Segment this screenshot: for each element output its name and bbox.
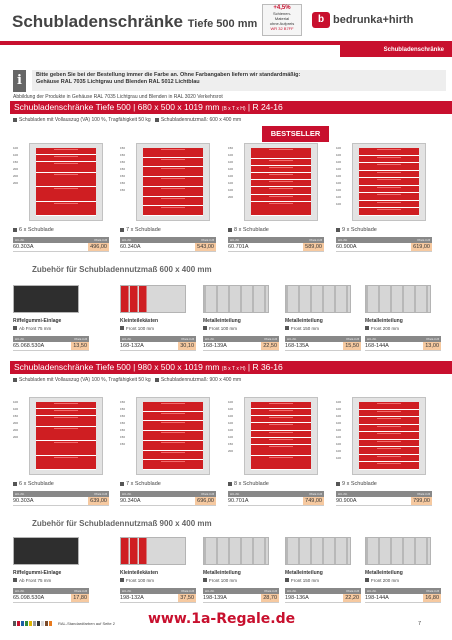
price: 749,00 bbox=[305, 498, 322, 504]
drawer-height-label: 150 bbox=[120, 181, 126, 185]
article-number: 90.701A bbox=[228, 498, 249, 504]
drawer bbox=[251, 445, 311, 456]
drawer bbox=[359, 148, 419, 156]
ral-swatches bbox=[13, 621, 52, 626]
drawer bbox=[251, 148, 311, 159]
drawer-height-label: 100 bbox=[13, 146, 19, 150]
price-table: Art.-Nr. Preis in € 198-139A 28,70 bbox=[203, 589, 277, 601]
accessory-subtitle: Front 150 mm bbox=[285, 578, 319, 583]
drawer-height-label: 100 bbox=[228, 400, 234, 404]
price-table: Art.-Nr. Preis in € 198-132A 37,50 bbox=[120, 589, 194, 601]
drawer-height-label: 100 bbox=[336, 146, 342, 150]
article-number: 198-132A bbox=[120, 595, 144, 601]
price-table: Art.-Nr. Preis in € 65.098.530A 17,80 bbox=[13, 589, 87, 601]
drawer-height-label: 100 bbox=[13, 153, 19, 157]
accessory-title: Kleinteilekästen bbox=[120, 318, 159, 324]
price-table: Art.-Nr. Preis in € 90.303A 639,00 bbox=[13, 492, 107, 504]
drawer bbox=[359, 186, 419, 194]
drawer bbox=[36, 416, 96, 427]
price-table: Art.-Nr. Preis in € 60.303A 496,00 bbox=[13, 238, 107, 250]
drawer bbox=[143, 412, 203, 422]
drawer bbox=[251, 416, 311, 423]
drawer-height-label: 100 bbox=[336, 188, 342, 192]
accessory-title: Metalleinteilung bbox=[203, 318, 241, 324]
drawer-height-label: 150 bbox=[120, 435, 126, 439]
cabinet-label: 8 x Schublade bbox=[228, 227, 269, 233]
drawer bbox=[359, 425, 419, 433]
article-number: 90.303A bbox=[13, 498, 34, 504]
drawer bbox=[359, 440, 419, 448]
drawer bbox=[359, 156, 419, 164]
cabinet-image bbox=[136, 143, 210, 221]
drawer-height-label: 100 bbox=[336, 428, 342, 432]
drawer-height-label: 200 bbox=[13, 435, 19, 439]
price: 639,00 bbox=[90, 498, 107, 504]
price: 30,10 bbox=[180, 343, 194, 349]
drawer bbox=[143, 167, 203, 177]
accessory-title: Metalleinteilung bbox=[285, 318, 323, 324]
accessory-subtitle: Front 150 mm bbox=[285, 326, 319, 331]
cabinet-image bbox=[352, 397, 426, 475]
article-number: 198-139A bbox=[203, 595, 227, 601]
price: 15,50 bbox=[345, 343, 359, 349]
ral-swatch bbox=[37, 621, 40, 626]
drawer bbox=[36, 155, 96, 162]
ral-swatch bbox=[45, 621, 48, 626]
price-table: Art.-Nr. Preis in € 198-144A 16,80 bbox=[365, 589, 439, 601]
drawer-height-label: 200 bbox=[13, 428, 19, 432]
drawer-height-label: 150 bbox=[120, 442, 126, 446]
drawer bbox=[143, 431, 203, 441]
price: 22,20 bbox=[345, 595, 359, 601]
brand-mark-icon: b bbox=[312, 12, 330, 28]
drawer bbox=[359, 417, 419, 425]
accessory-1-title: Zubehör für Schubladennutzmaß 600 x 400 mm bbox=[32, 265, 212, 274]
drawer-height-label: 100 bbox=[228, 181, 234, 185]
drawer-height-label: 100 bbox=[336, 435, 342, 439]
drawer bbox=[36, 409, 96, 416]
accessory-image bbox=[365, 285, 431, 313]
drawer-height-label: 100 bbox=[336, 400, 342, 404]
drawer-height-label: 150 bbox=[120, 414, 126, 418]
cabinet-label: 6 x Schublade bbox=[13, 481, 54, 487]
drawer-height-label: 100 bbox=[336, 167, 342, 171]
article-number: 168-139A bbox=[203, 343, 227, 349]
price-table: Art.-Nr. Preis in € 65.068.530A 13,50 bbox=[13, 337, 87, 349]
drawer-height-label: 150 bbox=[120, 428, 126, 432]
drawer-height-label: 100 bbox=[228, 407, 234, 411]
cabinet-label: 7 x Schublade bbox=[120, 481, 161, 487]
drawer-height-label: 150 bbox=[13, 160, 19, 164]
article-number: 198-144A bbox=[365, 595, 389, 601]
drawer-height-label: 200 bbox=[13, 174, 19, 178]
drawer-height-label: 100 bbox=[336, 160, 342, 164]
drawer-height-label: 100 bbox=[336, 153, 342, 157]
drawer-height-label: 200 bbox=[228, 195, 234, 199]
article-number: 198-136A bbox=[285, 595, 309, 601]
drawer bbox=[251, 180, 311, 187]
accessory-image bbox=[365, 537, 431, 565]
drawer-height-label: 100 bbox=[228, 435, 234, 439]
drawer-height-label: 100 bbox=[228, 421, 234, 425]
accessory-subtitle: Ab Front 75 mm bbox=[13, 326, 51, 331]
price: 13,50 bbox=[73, 343, 87, 349]
drawer bbox=[143, 451, 203, 461]
drawer-height-label: 200 bbox=[13, 421, 19, 425]
price-table: Art.-Nr. Preis in € 90.900A 799,00 bbox=[336, 492, 430, 504]
drawer-height-label: 150 bbox=[228, 442, 234, 446]
accessory-title: Metalleinteilung bbox=[365, 570, 403, 576]
cabinet-image bbox=[244, 397, 318, 475]
drawer-height-label: 100 bbox=[228, 428, 234, 432]
price: 619,00 bbox=[413, 244, 430, 250]
drawer bbox=[359, 402, 419, 410]
drawer bbox=[143, 158, 203, 168]
accessory-image bbox=[285, 285, 351, 313]
section-1-title: Schubladenschränke Tiefe 500 | 680 x 500 x 1019 mm (B x T x H) | R 24-16 bbox=[10, 101, 452, 114]
accessory-subtitle: Front 100 mm bbox=[120, 578, 154, 583]
cabinet-image bbox=[29, 143, 103, 221]
drawer-height-label: 100 bbox=[336, 407, 342, 411]
footer-url[interactable]: www.1a-Regale.de bbox=[148, 611, 296, 627]
drawer bbox=[143, 460, 203, 470]
drawer bbox=[251, 159, 311, 166]
cabinet-label: 9 x Schublade bbox=[336, 227, 377, 233]
category-tab: Schubladenschränke bbox=[340, 44, 452, 57]
drawer bbox=[143, 148, 203, 158]
section-1-bullets: Schubladen mit Vollauszug (VA) 100 %, Tragfähigkeit 50 kg Schubladennutzmaß: 600 x 400 mm bbox=[13, 117, 241, 123]
article-number: 60.340A bbox=[120, 244, 141, 250]
drawer-height-label: 150 bbox=[120, 146, 126, 150]
drawer-height-label: 100 bbox=[228, 414, 234, 418]
drawer bbox=[36, 402, 96, 409]
drawer bbox=[251, 431, 311, 438]
drawer bbox=[359, 432, 419, 440]
price: 17,80 bbox=[73, 595, 87, 601]
bestseller-badge: BESTSELLER bbox=[262, 126, 329, 142]
article-number: 168-132A bbox=[120, 343, 144, 349]
cabinet-image bbox=[29, 397, 103, 475]
drawer bbox=[143, 402, 203, 412]
accessory-image bbox=[120, 537, 186, 565]
price: 13,00 bbox=[425, 343, 439, 349]
drawer bbox=[251, 173, 311, 180]
brand-logo: b bedrunka+hirth bbox=[312, 12, 413, 28]
accessory-title: Kleinteilekästen bbox=[120, 570, 159, 576]
ral-swatch bbox=[21, 621, 24, 626]
drawer-height-label: 100 bbox=[228, 153, 234, 157]
drawer-height-label: 150 bbox=[228, 146, 234, 150]
ral-swatch bbox=[13, 621, 16, 626]
price: 16,80 bbox=[425, 595, 439, 601]
accessory-subtitle: Front 200 mm bbox=[365, 578, 399, 583]
drawer bbox=[359, 201, 419, 209]
drawer bbox=[251, 456, 311, 470]
drawer-height-label: 150 bbox=[120, 167, 126, 171]
article-number: 90.900A bbox=[336, 498, 357, 504]
article-number: 90.340A bbox=[120, 498, 141, 504]
drawer bbox=[251, 402, 311, 409]
accessory-image bbox=[13, 285, 79, 313]
drawer-height-label: 100 bbox=[336, 414, 342, 418]
drawer-height-label: 100 bbox=[336, 442, 342, 446]
page-number: 7 bbox=[418, 621, 422, 627]
footer-note: RAL-Standardfarben auf Seite 2 bbox=[58, 621, 115, 626]
drawer-height-label: 100 bbox=[228, 160, 234, 164]
accessory-title: Metalleinteilung bbox=[365, 318, 403, 324]
accessory-title: Metalleinteilung bbox=[203, 570, 241, 576]
accessory-title: Riffelgummi-Einlage bbox=[13, 570, 62, 576]
price-table: Art.-Nr. Preis in € 60.340A 543,00 bbox=[120, 238, 214, 250]
drawer bbox=[36, 173, 96, 187]
drawer bbox=[143, 177, 203, 187]
drawer-height-label: 200 bbox=[228, 449, 234, 453]
drawer-height-label: 150 bbox=[120, 174, 126, 178]
drawer bbox=[359, 171, 419, 179]
drawer bbox=[36, 456, 96, 470]
drawer bbox=[143, 197, 203, 207]
drawer bbox=[251, 202, 311, 216]
drawer bbox=[359, 462, 419, 470]
ral-swatch bbox=[17, 621, 20, 626]
article-number: 65.098.530A bbox=[13, 595, 45, 601]
accessory-subtitle: Front 100 mm bbox=[203, 326, 237, 331]
drawer-height-label: 100 bbox=[336, 202, 342, 206]
drawer bbox=[359, 447, 419, 455]
drawer bbox=[143, 441, 203, 451]
article-number: 60.303A bbox=[13, 244, 34, 250]
drawer-height-label: 100 bbox=[336, 449, 342, 453]
price: 28,70 bbox=[263, 595, 277, 601]
cabinet-image bbox=[244, 143, 318, 221]
drawer bbox=[36, 427, 96, 441]
accessory-2-title: Zubehör für Schubladennutzmaß 900 x 400 mm bbox=[32, 519, 212, 528]
drawer bbox=[36, 162, 96, 173]
accessory-title: Metalleinteilung bbox=[285, 570, 323, 576]
drawer bbox=[36, 441, 96, 455]
price-table: Art.-Nr. Preis in € 60.701A 589,00 bbox=[228, 238, 322, 250]
drawer bbox=[143, 187, 203, 197]
drawer-height-label: 150 bbox=[120, 153, 126, 157]
drawer bbox=[359, 193, 419, 201]
drawer bbox=[143, 206, 203, 216]
cabinet-image bbox=[352, 143, 426, 221]
drawer-height-label: 150 bbox=[120, 421, 126, 425]
ral-swatch bbox=[49, 621, 52, 626]
ral-swatch bbox=[29, 621, 32, 626]
article-number: 60.701A bbox=[228, 244, 249, 250]
drawer bbox=[359, 163, 419, 171]
accessory-title: Riffelgummi-Einlage bbox=[13, 318, 62, 324]
drawer bbox=[251, 166, 311, 173]
cabinet-image bbox=[136, 397, 210, 475]
accessory-image bbox=[203, 285, 269, 313]
drawer-height-label: 200 bbox=[13, 167, 19, 171]
accessory-subtitle: Front 100 mm bbox=[203, 578, 237, 583]
price-table: Art.-Nr. Preis in € 60.900A 619,00 bbox=[336, 238, 430, 250]
drawer bbox=[36, 202, 96, 216]
accessory-image bbox=[13, 537, 79, 565]
drawer-height-label: 100 bbox=[336, 195, 342, 199]
price-table: Art.-Nr. Preis in € 168-132A 30,10 bbox=[120, 337, 194, 349]
price: 589,00 bbox=[305, 244, 322, 250]
drawer bbox=[251, 438, 311, 445]
drawer-height-label: 100 bbox=[336, 421, 342, 425]
ral-swatch bbox=[41, 621, 44, 626]
drawer bbox=[359, 455, 419, 463]
accessory-image bbox=[120, 285, 186, 313]
price: 799,00 bbox=[413, 498, 430, 504]
cabinet-label: 8 x Schublade bbox=[228, 481, 269, 487]
info-icon: i bbox=[13, 70, 26, 92]
cabinet-label: 9 x Schublade bbox=[336, 481, 377, 487]
accessory-image bbox=[203, 537, 269, 565]
drawer bbox=[251, 409, 311, 416]
article-number: 168-135A bbox=[285, 343, 309, 349]
price: 543,00 bbox=[197, 244, 214, 250]
price-table: Art.-Nr. Preis in € 90.701A 749,00 bbox=[228, 492, 322, 504]
drawer-height-label: 150 bbox=[120, 160, 126, 164]
drawer-height-label: 150 bbox=[120, 188, 126, 192]
section-2-title: Schubladenschränke Tiefe 500 | 980 x 500 x 1019 mm (B x T x H) | R 36-16 bbox=[10, 361, 452, 374]
drawer-height-label: 100 bbox=[13, 400, 19, 404]
accessory-subtitle: Ab Front 75 mm bbox=[13, 578, 51, 583]
price: 496,00 bbox=[90, 244, 107, 250]
drawer bbox=[251, 195, 311, 202]
drawer bbox=[36, 148, 96, 155]
price-table: Art.-Nr. Preis in € 198-136A 22,20 bbox=[285, 589, 359, 601]
drawer bbox=[143, 421, 203, 431]
drawer bbox=[36, 187, 96, 201]
drawer-height-label: 100 bbox=[228, 167, 234, 171]
accessory-image bbox=[285, 537, 351, 565]
drawer-height-label: 100 bbox=[13, 407, 19, 411]
ral-swatch bbox=[33, 621, 36, 626]
price-table: Art.-Nr. Preis in € 168-135A 15,50 bbox=[285, 337, 359, 349]
section-2-bullets: Schubladen mit Vollauszug (VA) 100 %, Tragfähigkeit 50 kg Schubladennutzmaß: 900 x 400 mm bbox=[13, 377, 241, 383]
promo-badge: +4,5% Schienen- Material ohne Aufpreis WR 32 B7FF bbox=[262, 4, 302, 36]
cabinet-label: 6 x Schublade bbox=[13, 227, 54, 233]
article-number: 168-144A bbox=[365, 343, 389, 349]
price: 37,50 bbox=[180, 595, 194, 601]
price-table: Art.-Nr. Preis in € 90.340A 696,00 bbox=[120, 492, 214, 504]
ral-swatch bbox=[25, 621, 28, 626]
drawer bbox=[251, 187, 311, 194]
image-caption: Abbildung der Produkte in Gehäuse RAL 7035 Lichtgrau und Blenden in RAL 3020 Verkehrsrot bbox=[13, 94, 223, 100]
drawer bbox=[359, 410, 419, 418]
drawer-height-label: 100 bbox=[336, 181, 342, 185]
drawer-height-label: 150 bbox=[120, 400, 126, 404]
drawer bbox=[251, 423, 311, 430]
drawer-height-label: 100 bbox=[228, 188, 234, 192]
color-note: Bitte geben Sie bei der Bestellung immer die Farbe an. Ohne Farbangaben liefern wir standardmäßig: Gehäuse RAL 7035 Lichtgrau und Blenden RAL 5012 Lichtblau bbox=[32, 70, 446, 91]
page-title: Schubladenschränke Tiefe 500 mm bbox=[12, 12, 258, 31]
price: 22,50 bbox=[263, 343, 277, 349]
drawer-height-label: 100 bbox=[336, 174, 342, 178]
drawer-height-label: 100 bbox=[336, 456, 342, 460]
drawer bbox=[359, 178, 419, 186]
drawer-height-label: 200 bbox=[13, 181, 19, 185]
article-number: 60.900A bbox=[336, 244, 357, 250]
price: 696,00 bbox=[197, 498, 214, 504]
accessory-subtitle: Front 200 mm bbox=[365, 326, 399, 331]
cabinet-label: 7 x Schublade bbox=[120, 227, 161, 233]
drawer-height-label: 150 bbox=[13, 414, 19, 418]
price-table: Art.-Nr. Preis in € 168-139A 22,50 bbox=[203, 337, 277, 349]
drawer-height-label: 150 bbox=[120, 407, 126, 411]
drawer bbox=[359, 208, 419, 216]
drawer-height-label: 100 bbox=[228, 174, 234, 178]
article-number: 65.068.530A bbox=[13, 343, 45, 349]
accessory-subtitle: Front 100 mm bbox=[120, 326, 154, 331]
price-table: Art.-Nr. Preis in € 168-144A 13,00 bbox=[365, 337, 439, 349]
